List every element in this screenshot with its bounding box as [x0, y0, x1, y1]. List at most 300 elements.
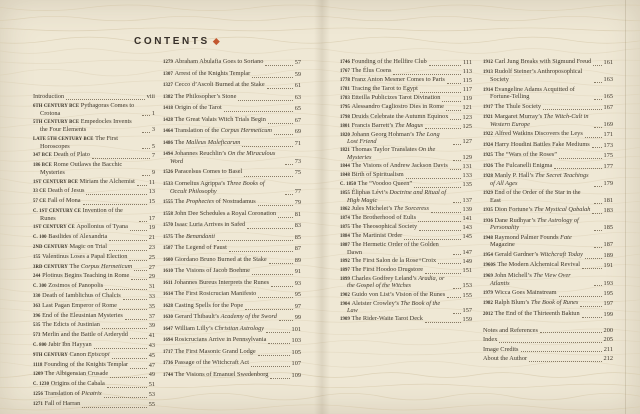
entry-text — [340, 276, 451, 290]
page-number: 143 — [462, 224, 472, 231]
toc-entry — [340, 114, 472, 122]
entry-date: 1647 — [163, 326, 173, 332]
dot-leader — [594, 98, 602, 100]
entry-date: 1844 — [340, 163, 350, 169]
entry-date: 1855 — [340, 191, 350, 197]
entry-date: 1801 — [340, 123, 350, 129]
entry-text — [483, 328, 538, 335]
entry-date: 1874 — [340, 215, 350, 221]
toc-entry — [33, 401, 155, 409]
entry-date: 1570 — [163, 223, 173, 229]
dot-leader — [418, 220, 460, 222]
dot-leader — [429, 64, 461, 66]
toc-entry — [483, 69, 613, 83]
entry-date: 1969 — [483, 273, 493, 279]
dot-leader — [66, 98, 144, 100]
entry-title: The Theosophical Society — [351, 223, 418, 230]
toc-entry — [340, 242, 472, 256]
entry-text — [33, 244, 107, 252]
dot-leader — [83, 203, 147, 205]
entry-date: 1628 — [163, 303, 173, 309]
entry-text — [163, 280, 269, 288]
entry-text — [33, 234, 107, 242]
toc-entry — [340, 77, 472, 85]
page-number: 105 — [291, 348, 301, 356]
dot-leader — [594, 246, 602, 248]
dot-leader — [142, 174, 150, 176]
entry-date: C. 300 — [33, 284, 47, 290]
page-number: 33 — [148, 293, 155, 301]
toc-entry — [483, 273, 613, 287]
entry-date: 1913 — [483, 70, 493, 76]
entry-text — [483, 131, 583, 139]
dot-leader — [593, 64, 601, 66]
dot-leader — [559, 157, 602, 159]
entry-date: 1736 — [163, 361, 173, 367]
dot-leader — [269, 262, 293, 264]
entry-date: 1821 — [340, 148, 350, 154]
entry-date: 3RD CENTURY — [33, 264, 68, 270]
page-number: 7 — [151, 152, 155, 160]
toc-entry — [483, 59, 613, 67]
dot-leader — [594, 126, 602, 128]
page-number: 195 — [603, 289, 613, 297]
page-number: 137 — [462, 196, 472, 204]
page-number: 79 — [294, 199, 301, 207]
page-number: 39 — [148, 322, 155, 330]
entry-title: Giordano Bruno Burned at the Stake — [174, 255, 267, 263]
entry-date: 57 CE — [33, 199, 47, 205]
page-number: 169 — [603, 120, 613, 128]
entry-text — [163, 211, 276, 219]
entry-title: Canon Episcopi — [69, 350, 110, 358]
entry-title: Etteilla Publicizes Tarot Divination — [351, 94, 441, 102]
dot-leader — [453, 312, 461, 314]
page-number: 53 — [148, 391, 155, 399]
entry-title: The First Masonic Grand Lodge — [174, 347, 256, 355]
entry-text — [340, 68, 391, 76]
entry-text — [163, 117, 266, 125]
entry-date: C. 1850 — [340, 182, 357, 188]
toc-entry — [33, 119, 155, 133]
entry-text — [33, 313, 123, 321]
entry-date: C. 1ST CENTURY CE — [33, 208, 81, 214]
toc-entry — [163, 94, 301, 102]
dot-leader — [543, 108, 602, 110]
entry-title: Notes and References — [483, 326, 538, 334]
entry-date: 1744 — [163, 372, 173, 378]
page-number: 103 — [291, 337, 301, 345]
entry-title: The Rider-Waite Tarot Deck — [351, 315, 423, 323]
toc-entry — [483, 207, 613, 215]
toc-entry — [483, 87, 613, 101]
entry-title: Index — [483, 336, 498, 344]
toc-entry — [33, 152, 155, 160]
dot-leader — [450, 118, 460, 120]
toc-entry — [163, 280, 301, 288]
entry-text — [340, 242, 451, 256]
diamond-icon — [213, 38, 219, 44]
entry-text — [33, 401, 80, 409]
entry-title: Rosicrucians Arrive in Pennsylvania — [174, 336, 267, 344]
toc-column-4 — [483, 59, 613, 365]
entry-title: Miriam the Alchemist — [79, 177, 135, 185]
dot-leader — [594, 229, 602, 231]
page-number: 117 — [462, 86, 472, 94]
dot-leader — [109, 239, 146, 241]
dot-leader — [278, 216, 293, 218]
page-number: 97 — [294, 302, 301, 310]
entry-text — [163, 151, 283, 166]
entry-title: Invention of the Runes — [40, 206, 123, 222]
entry-text — [340, 86, 418, 94]
entry-date: 1279 — [163, 60, 173, 65]
toc-entry — [163, 245, 301, 253]
page-number: 109 — [291, 371, 301, 379]
page-number: 115 — [462, 77, 472, 85]
toc-entry — [163, 372, 301, 380]
entry-title: Johann Georg Hohman’s The Long Lost Friend — [347, 130, 440, 146]
entry-text — [163, 291, 256, 299]
dot-leader — [125, 318, 147, 320]
page-number: 95 — [294, 291, 301, 299]
dot-leader — [129, 259, 146, 261]
toc-entry — [340, 132, 472, 146]
entry-text — [483, 218, 592, 232]
page-number: 211 — [603, 345, 613, 353]
entry-text — [340, 147, 451, 161]
toc-entry — [163, 349, 301, 357]
dot-leader — [582, 316, 602, 318]
toc-entry — [340, 68, 472, 76]
dot-leader — [425, 321, 461, 323]
entry-date: 1948 — [483, 235, 493, 241]
toc-entry — [163, 360, 301, 368]
toc-entry — [163, 117, 301, 125]
page-number: 127 — [462, 138, 472, 146]
entry-text — [483, 356, 527, 363]
dot-leader — [86, 193, 146, 195]
toc-entry — [483, 104, 613, 112]
toc-entry — [163, 128, 301, 136]
entry-title: End of the Order of the Star in the East — [490, 189, 581, 204]
toc-entry — [163, 71, 301, 79]
entry-text — [163, 199, 256, 207]
entry-text — [483, 262, 580, 270]
entry-text — [33, 273, 129, 281]
page-number: 185 — [603, 224, 613, 232]
entry-date: 1271 — [33, 401, 43, 407]
page-number: 123 — [462, 113, 472, 121]
toc-entry — [340, 301, 472, 315]
entry-text — [33, 293, 121, 301]
toc-entry — [163, 303, 301, 311]
entry-date: 186 BCE — [33, 163, 52, 169]
page-number: 59 — [294, 70, 301, 78]
entry-title: Jules Michelet’s The Sorceress — [351, 204, 429, 212]
entry-text — [33, 283, 103, 291]
entry-date: 1960S — [483, 263, 496, 269]
entry-text — [483, 142, 590, 150]
entry-title: Dane Rudhyar’s The Astrology of Personality — [490, 216, 579, 232]
page-number: 43 — [148, 342, 155, 350]
entry-title: Pythagoras Comes to Crotona — [40, 101, 135, 117]
entry-date: 1922 — [483, 132, 493, 138]
toc-column-2 — [163, 59, 301, 383]
toc-entry — [483, 152, 613, 160]
entry-title: Éliphas Lévi’s Doctrine and Ritual of High Magic — [347, 189, 447, 204]
entry-text — [163, 181, 283, 196]
toc-entry — [483, 173, 613, 187]
dot-leader — [447, 82, 461, 84]
page-number: 89 — [294, 256, 301, 264]
entry-title: Origin of the Tarot — [174, 104, 222, 111]
entry-title: About the Author — [483, 355, 528, 362]
entry-title: The First Salon de la Rose+Croix — [351, 256, 437, 264]
entry-date: 1630 — [163, 315, 173, 321]
entry-text — [340, 181, 412, 189]
toc-entry — [340, 163, 472, 171]
page-number: 177 — [603, 162, 613, 170]
page-gutter-shadow — [314, 0, 330, 414]
entry-title: Basilides of Alexandria — [48, 233, 108, 241]
toc-entry — [33, 381, 155, 389]
toc-entry — [33, 371, 155, 379]
toc-entry — [340, 316, 472, 324]
entry-text — [483, 300, 578, 308]
dot-leader — [592, 212, 601, 214]
toc-entry — [163, 199, 301, 207]
entry-date: 1897 — [340, 267, 350, 273]
contents-header — [134, 36, 218, 47]
entry-title: Gerard Thibault’s Academy of the Sword — [174, 313, 277, 321]
entry-date: 5TH CENTURY BCE — [33, 120, 80, 126]
toc-entry — [163, 140, 301, 148]
entry-date: 330 — [33, 294, 41, 300]
page-number: 41 — [148, 332, 155, 340]
entry-text — [33, 152, 90, 160]
entry-title: Aleister Crowley’s The Book of the Law — [347, 299, 441, 315]
page-number: 67 — [294, 116, 301, 124]
entry-date: 1979 — [483, 290, 493, 296]
entry-date: 1904 — [340, 301, 350, 307]
toc-entry — [340, 224, 472, 232]
dot-leader — [554, 167, 601, 169]
dot-leader — [102, 327, 147, 329]
toc-entry — [33, 208, 155, 222]
entry-text — [483, 252, 583, 260]
entry-title: Franz Anton Mesmer Comes to Paris — [351, 76, 445, 84]
entry-date: 1575 — [163, 234, 173, 240]
page-number: 65 — [294, 105, 301, 112]
entry-text — [163, 360, 249, 368]
entry-title: Alessandro Cagliostro Dies in Rome — [351, 103, 444, 111]
page-number: 113 — [462, 68, 472, 76]
toc-entry — [33, 198, 155, 206]
entry-title: Passage of the Witchcraft Act — [174, 359, 250, 367]
entry-date: 1428 — [163, 117, 173, 123]
page-number: 3 — [151, 126, 155, 133]
entry-title: The Élus Coens — [351, 67, 392, 75]
page-number: 119 — [462, 95, 472, 103]
entry-date: 1909 — [340, 317, 350, 323]
entry-title: Death of Iamblichus of Chalcis — [42, 292, 121, 300]
dot-leader — [442, 100, 460, 102]
toc-entry — [340, 181, 472, 189]
page-number: 5 — [151, 142, 155, 150]
dot-leader — [540, 331, 602, 333]
toc-entry — [340, 233, 472, 241]
entry-text — [33, 188, 84, 196]
entry-date: C. 800 — [33, 343, 47, 349]
toc-entry — [33, 136, 155, 150]
page-number: 175 — [603, 152, 613, 160]
entry-date: 573 — [33, 333, 41, 339]
page-number: 15 — [148, 198, 155, 206]
entry-text — [163, 105, 222, 113]
dot-leader — [131, 278, 146, 280]
dot-leader — [453, 287, 461, 289]
toc-entry — [163, 257, 301, 265]
page-edge — [625, 0, 626, 414]
page-number: 73 — [294, 157, 301, 165]
dot-leader — [499, 341, 601, 343]
page-number: 31 — [148, 283, 155, 291]
dot-leader — [453, 159, 461, 161]
dot-leader — [274, 133, 293, 135]
entry-text — [163, 245, 227, 253]
entry-title: John Dee Schedules a Royal Coronation — [174, 209, 277, 217]
entry-text — [33, 342, 92, 350]
toc-entry — [483, 356, 613, 363]
page-number: 49 — [148, 371, 155, 379]
page-number: 129 — [462, 153, 472, 161]
dot-leader — [107, 386, 147, 388]
entry-date: 1921 — [483, 115, 493, 121]
toc-entry — [33, 293, 155, 301]
dot-leader — [425, 272, 460, 274]
entry-title: Tracing the Tarot to Egypt — [351, 85, 418, 93]
toc-entry — [163, 268, 301, 276]
entry-title: The Thule Society — [494, 102, 541, 110]
entry-title: Jabir Ibn Hayyan — [48, 341, 92, 349]
entry-text — [340, 104, 444, 112]
dot-leader — [110, 376, 146, 378]
entry-text — [163, 314, 277, 322]
entry-title: Druids Celebrate the Autumn Equinox — [351, 112, 449, 120]
toc-entry — [33, 264, 155, 272]
entry-title: Rudolf Steiner’s Anthroposophical Society — [490, 68, 583, 84]
entry-text — [33, 198, 81, 206]
entry-date: 244 — [33, 274, 41, 280]
entry-title: John Michell’s The View Over Atlantis — [490, 271, 571, 287]
toc-entry — [340, 123, 472, 131]
dot-leader — [217, 239, 293, 241]
entry-title: The First Hoodoo Drugstore — [351, 265, 424, 273]
toc-entry — [163, 59, 301, 67]
dot-leader — [247, 227, 293, 229]
dot-leader — [585, 136, 602, 138]
dot-leader — [580, 305, 601, 307]
dot-leader — [529, 360, 601, 362]
entry-date: 1494 — [163, 152, 173, 157]
entry-date: 1928 — [483, 174, 493, 180]
entry-text — [340, 301, 451, 315]
page-number: 139 — [462, 205, 472, 213]
entry-date: 1587 — [163, 246, 173, 252]
entry-text — [340, 292, 445, 300]
toc-entry — [340, 267, 472, 275]
page-number: 101 — [291, 325, 301, 333]
entry-date: 1783 — [340, 96, 350, 102]
dot-leader — [258, 204, 293, 206]
page-number: 9 — [151, 168, 155, 176]
entry-text — [163, 222, 245, 230]
toc-entry — [33, 234, 155, 242]
toc-entry — [33, 313, 155, 321]
entry-text — [483, 59, 591, 67]
dot-leader — [224, 110, 293, 112]
dot-leader — [446, 109, 461, 111]
toc-entry — [163, 314, 301, 322]
entry-text — [483, 114, 592, 128]
page-number: 199 — [603, 310, 613, 318]
toc-entry — [340, 59, 472, 67]
entry-text — [340, 77, 445, 85]
entry-title: Empedocles Invents the Four Elements — [40, 118, 132, 133]
entry-date: 1767 — [340, 69, 350, 75]
entry-text — [33, 332, 128, 340]
dot-leader — [594, 202, 602, 204]
entry-text — [33, 119, 140, 133]
page-number: 125 — [462, 122, 472, 130]
entry-text — [163, 234, 215, 242]
entry-date: 1914 — [483, 87, 493, 93]
page-number: 19 — [148, 224, 155, 232]
page-number: 77 — [294, 187, 301, 195]
toc-entry — [33, 94, 155, 101]
page-number: 165 — [603, 93, 613, 101]
dot-leader — [252, 273, 293, 275]
page-number: 71 — [294, 139, 301, 147]
entry-date: 1118 — [33, 362, 43, 368]
dot-leader — [271, 285, 293, 287]
dot-leader — [447, 296, 460, 298]
page-number: 161 — [603, 59, 613, 66]
dot-leader — [453, 253, 461, 255]
toc-entry — [483, 218, 613, 232]
dot-leader — [112, 357, 147, 359]
toc-entry — [340, 215, 472, 223]
dot-leader — [109, 249, 147, 251]
page-number: 25 — [148, 253, 155, 261]
entry-date: 535 — [33, 323, 41, 329]
entry-date: 9TH CENTURY — [33, 352, 68, 358]
toc-entry — [33, 322, 155, 330]
page-number: 29 — [148, 273, 155, 281]
page-number: 151 — [462, 266, 472, 274]
entry-title: Valentinus Loses a Papal Election — [42, 252, 128, 260]
entry-date: 1610 — [163, 269, 173, 275]
dot-leader — [420, 91, 461, 93]
entry-title: The Benandanti — [174, 232, 215, 240]
toc-entry — [483, 131, 613, 139]
page-number: 167 — [603, 103, 613, 111]
entry-title: Carl Jung Breaks with Sigmund Freud — [494, 58, 592, 65]
toc-entry — [483, 337, 613, 344]
dot-leader — [585, 257, 602, 259]
dot-leader — [431, 211, 461, 213]
